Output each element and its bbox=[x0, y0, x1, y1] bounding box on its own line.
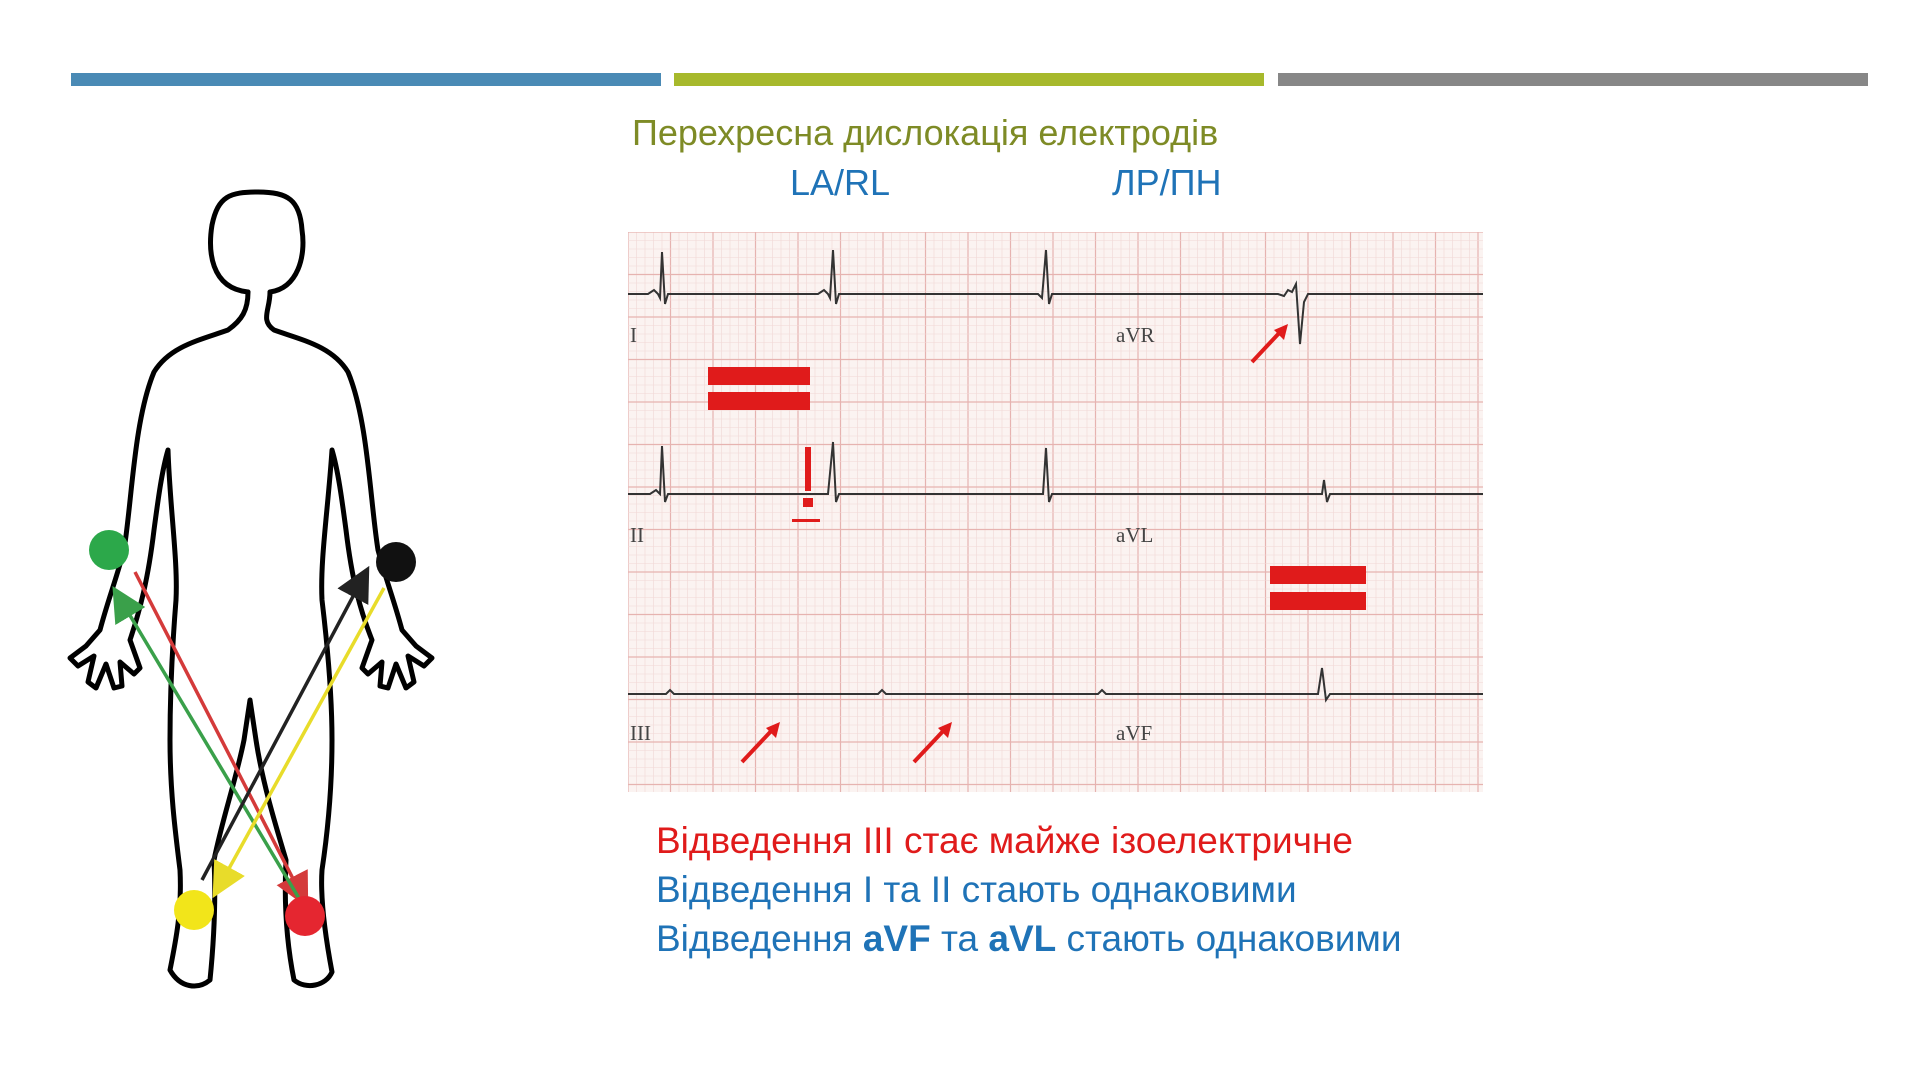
top-bar-grey bbox=[1278, 73, 1868, 86]
note3-prefix: Відведення bbox=[656, 918, 863, 959]
exclamation-underline bbox=[792, 519, 820, 522]
body-outline bbox=[70, 192, 432, 986]
equals-sign-upper bbox=[708, 367, 810, 385]
exclamation-mark bbox=[805, 447, 811, 491]
lead-label-aVF: aVF bbox=[1116, 721, 1153, 745]
lead-label-aVL: aVL bbox=[1116, 523, 1154, 547]
electrode-right-arm-green bbox=[89, 530, 129, 570]
top-bar-blue bbox=[71, 73, 661, 86]
ecg-strip bbox=[628, 232, 1483, 792]
electrode-left-leg-red bbox=[285, 896, 325, 936]
equals-sign-lower-2 bbox=[1270, 592, 1366, 610]
arrow-yellow bbox=[216, 588, 384, 892]
equals-sign-upper-2 bbox=[708, 392, 810, 410]
equals-sign-lower bbox=[1270, 566, 1366, 584]
lead-label-II: II bbox=[630, 523, 644, 547]
lead-label-aVR: aVR bbox=[1116, 323, 1155, 347]
subtitle-la-rl: LA/RL bbox=[790, 162, 891, 203]
lead-label-III: III bbox=[630, 721, 651, 745]
subtitle-lr-pn: ЛР/ПН bbox=[1112, 162, 1222, 203]
note3-avl: aVL bbox=[988, 918, 1057, 959]
arrow-black bbox=[202, 572, 366, 880]
electrode-left-arm-black bbox=[376, 542, 416, 582]
top-bar-green bbox=[674, 73, 1264, 86]
slide-title: Перехресна дислокація електродів bbox=[632, 112, 1219, 153]
electrode-right-leg-yellow bbox=[174, 890, 214, 930]
note-avf-avl-same bbox=[656, 918, 1402, 960]
body-electrode-diagram bbox=[30, 180, 490, 1000]
note3-suffix: стають однаковими bbox=[1056, 918, 1402, 959]
crossing-arrows bbox=[116, 572, 384, 902]
note-leads-i-ii-same: Відведення I та II стають однаковими bbox=[656, 869, 1297, 910]
note3-mid: та bbox=[930, 918, 989, 959]
note-lead-iii-isoelectric: Відведення III стає майже ізоелектричне bbox=[656, 820, 1353, 861]
exclamation-dot bbox=[803, 498, 813, 507]
lead-label-I: I bbox=[630, 323, 637, 347]
note3-avf: aVF bbox=[862, 918, 931, 959]
